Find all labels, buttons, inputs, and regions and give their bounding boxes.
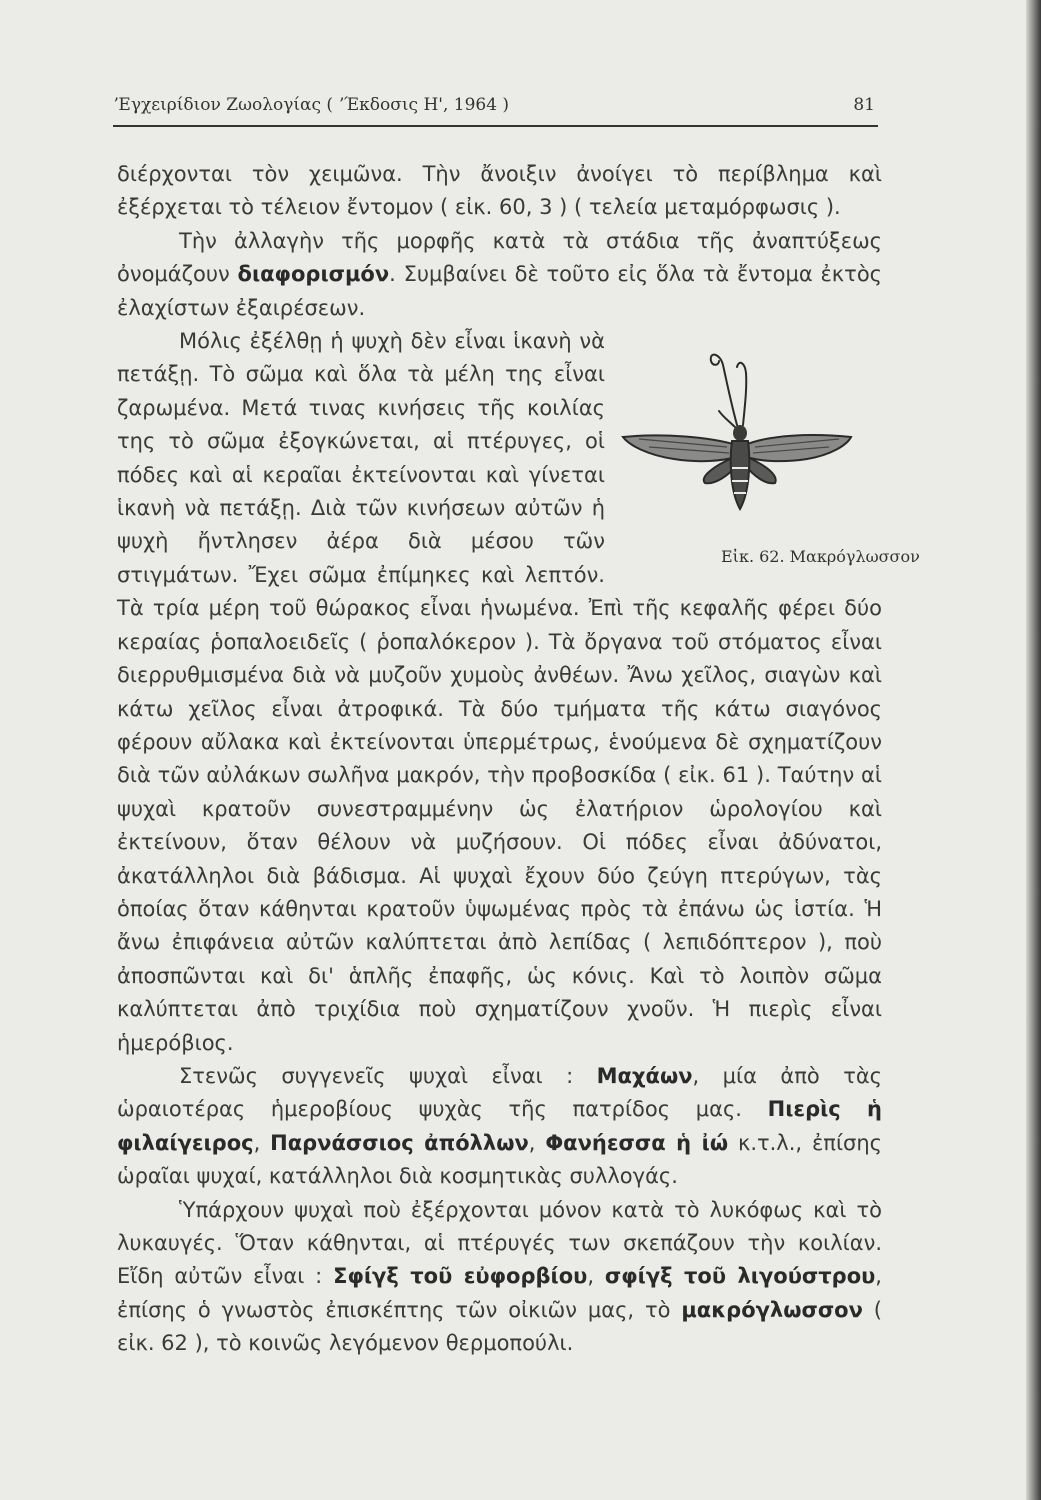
page-edge-shadow [1026,0,1041,1500]
text-run: Ὑπάρχουν ψυχαὶ ποὺ ἐξέρχονται μόνον κατὰ τὸ λυκόφως καὶ τὸ λυκαυγές. Ὅταν κάθηνται, αἱ πτέρυγές των σκεπάζουν τὴν κοιλίαν. Εἴδη αὐτῶν εἶναι : [117,1197,882,1289]
page-number: 81 [853,95,875,115]
bold-term-pieris: Πιερὶς ἡ φιλαίγειρος [117,1097,882,1155]
text-run: Στενῶς συγγενεῖς ψυχαὶ εἶναι : [179,1063,597,1088]
paragraph-5 [117,1194,882,1361]
paragraph-2 [117,225,882,325]
text-run: , [253,1130,271,1155]
paragraph-3 [117,325,920,1060]
text-run: , [528,1130,546,1155]
moth-illustration [619,333,889,543]
text-run: , μία ἀπὸ τὰς ὡραιοτέρας ἡμεροβίους ψυχὰς τῆς πατρίδος μας. [117,1063,883,1122]
body-text [117,158,920,1361]
moth-head [733,425,747,441]
bold-term-parnassios: Παρνάσσιος ἀπόλλων [270,1130,529,1155]
left-antenna [711,355,737,425]
bold-term-makroglosson: μακρόγλωσσον [681,1297,863,1322]
page-header [113,95,875,125]
moth-body [731,441,750,509]
bold-term-sfigx-ligoustrou: σφίγξ τοῦ λιγούστρου [604,1264,876,1289]
bold-term-machaon: Μαχάων [596,1063,693,1088]
figure-62 [619,333,920,567]
text-run: , [587,1264,605,1289]
paragraph-1 [117,158,882,225]
right-antenna [737,363,746,425]
running-head: ʼΕγχειρίδιον Ζωολογίας ( ʼΈκδοσις Η', 1964 ) [113,95,510,115]
figure-caption: Εἰκ. 62. Μακρόγλωσσον [721,547,920,567]
header-rule [113,125,878,127]
text-run: κ.τ.λ., ἐπίσης ὡραῖαι ψυχαί, κατάλληλοι διὰ κοσμητικὰς συλλογάς. [117,1130,882,1189]
text-run: ( εἰκ. 62 ), τὸ κοινῶς λεγόμενον θερμοπούλι. [117,1297,882,1356]
text-run: . Συμβαίνει δὲ τοῦτο εἰς ὅλα τὰ ἔντομα ἐκτὸς ἐλαχίστων ἐξαιρέσεων. [117,262,882,320]
paragraph-4 [117,1060,882,1194]
bold-term-fanieessa: Φανήεσσα ἡ ἰώ [545,1130,729,1155]
bold-term-diaforismos: διαφορισμόν [237,262,390,287]
text-run: Μόλις ἐξέλθῃ ἡ ψυχὴ δὲν εἶναι ἱκανὴ νὰ πετάξῃ. Τὸ σῶμα καὶ ὅλα τὰ μέλη της εἶναι ζαρωμένα. Μετά τινας κινήσεις τῆς κοιλίας της τὸ σῶμα ἐξογκώνεται, αἱ πτέρυγες, οἱ πόδες καὶ αἱ κεραῖαι ἐκτείνονται καὶ γίνεται ἱκανὴ νὰ πετάξῃ. Διὰ τῶν κινήσεων αὐτῶν ἡ ψυχὴ ἤντλησεν ἀέρα διὰ μέσου τῶν στιγμάτων. Ἔχει σῶμα ἐπίμηκες καὶ λεπτόν. Τὰ τρία μέρη τοῦ θώρακος εἶναι ἡνωμένα. Ἐπὶ τῆς κεφαλῆς φέρει δύο κεραίας ῥοπαλοειδεῖς ( ῥοπαλόκερον ). Τὰ ὄργανα τοῦ στόματος εἶναι διερρυθμισμένα διὰ νὰ μυζοῦν χυμοὺς ἀνθέων. Ἄνω χεῖλος, σιαγὼν καὶ κάτω χεῖλος εἶναι ἀτροφικά. Τὰ δύο τμήματα τῆς κάτω σιαγόνος φέρουν αὔλακα καὶ ἐκτείνονται ὑπερμέτρως, ἑνούμενα δὲ σχηματίζουν διὰ τῶν αὐλάκων σωλῆνα μακρόν, τὴν προβοσκίδα ( εἰκ. 61 ). Ταύτην αἱ ψυχαὶ κρατοῦν συνεστραμμένην ὡς ἐλατήριον ὡρολογίου καὶ ἐκτείνουν, ὅταν θέλουν νὰ μυζήσουν. Οἱ πόδες εἶναι ἀδύνατοι, ἀκατάλληλοι διὰ βάδισμα. Αἱ ψυχαὶ ἔχουν δύο ζεύγη πτερύγων, τὰς ὁποίας ὅταν κάθηνται κρατοῦν ὑψωμένας πρὸς τὰ ἐπάνω ὡς ἱστία. Ἡ ἄνω ἐπιφάνεια αὐτῶν καλύπτεται ἀπὸ λεπίδας ( λεπιδόπτερον ), ποὺ ἀποσπῶνται καὶ δι' ἁπλῆς ἐπαφῆς, ὡς κόνις. Καὶ τὸ λοιπὸν σῶμα καλύπτεται ἀπὸ τριχίδια ποὺ σχηματίζουν χνοῦν. Ἡ πιερὶς εἶναι ἡμερόβιος. [117,329,882,1055]
text-run: , ἐπίσης ὁ γνωστὸς ἐπισκέπτης τῶν οἰκιῶν μας, τὸ [117,1264,882,1322]
text-run: διέρχονται τὸν χειμῶνα. Τὴν ἄνοιξιν ἀνοίγει τὸ περίβλημα καὶ ἐξέρχεται τὸ τέλειον ἔντομον ( εἰκ. 60, 3 ) ( τελεία μεταμόρφωσις ). [117,162,882,220]
text-run: Τὴν ἀλλαγὴν τῆς μορφῆς κατὰ τὰ στάδια τῆς ἀναπτύξεως ὀνομάζουν [117,228,882,287]
bold-term-sfigx-euforviou: Σφίγξ τοῦ εὐφορβίου [333,1264,588,1289]
